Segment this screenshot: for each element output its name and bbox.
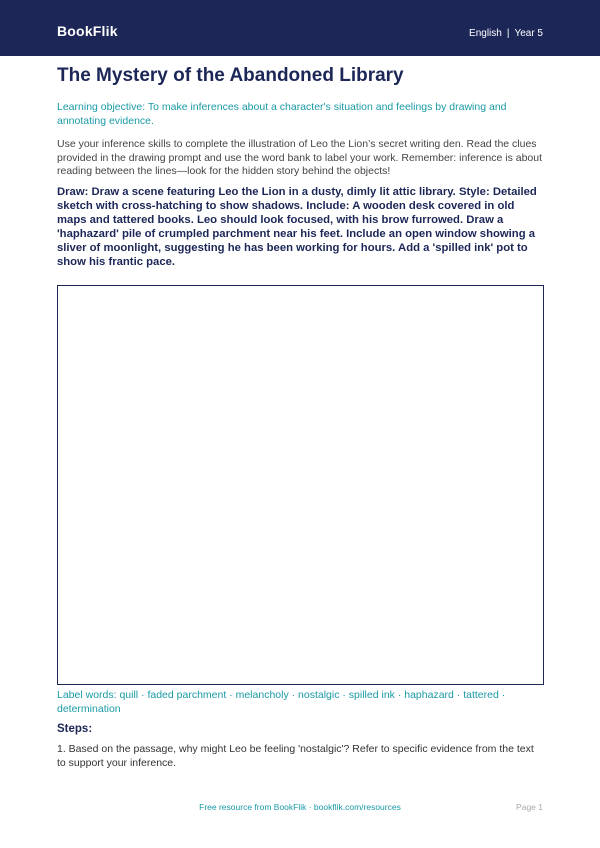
drawing-area[interactable]: [57, 285, 544, 685]
page-number: Page 1: [516, 802, 543, 812]
learning-objective: Learning objective: To make inferences about a character's situation and feelings by drawing and annotating evidence.: [57, 101, 507, 127]
header-bar: [0, 0, 600, 56]
subject-label: English: [469, 28, 502, 39]
brand-logo[interactable]: BookFlik: [57, 23, 118, 39]
worksheet-title: The Mystery of the Abandoned Library: [57, 65, 404, 86]
label-word-bank: Label words: quill · faded parchment · melancholy · nostalgic · spilled ink · haphazard · tattered · determination: [57, 689, 506, 715]
year-label: Year 5: [514, 28, 543, 39]
steps-heading: Steps:: [57, 723, 93, 735]
footer-credit[interactable]: Free resource from BookFlik · bookflik.com/resources: [199, 802, 401, 812]
drawing-prompt: Draw: Draw a scene featuring Leo the Lion in a dusty, dimly lit attic library. Style: Detailed sketch with cross-hatching to show shadows. Include: A wooden desk covered in old maps and tattered books. Leo should look focused, with his brow furrowed. Draw a 'haphazard' pile of crumpled parchment near his feet. Include an open window showing a sliver of moonlight, suggesting he has been working for hours. Add a 'spilled ink' pot to show his frantic pace.: [57, 186, 537, 268]
subject-year-label: [469, 28, 543, 39]
step-item: 1. Based on the passage, why might Leo be feeling 'nostalgic'? Refer to specific evidence from the text to support your inference.: [57, 743, 534, 769]
intro-paragraph: Use your inference skills to complete the illustration of Leo the Lion’s secret writing den. Read the clues provided in the drawing prompt and use the word bank to label your work. Remember: inference is about reading between the lines—look for the hidden story behind the objects!: [57, 138, 543, 177]
meta-separator: |: [506, 28, 510, 39]
